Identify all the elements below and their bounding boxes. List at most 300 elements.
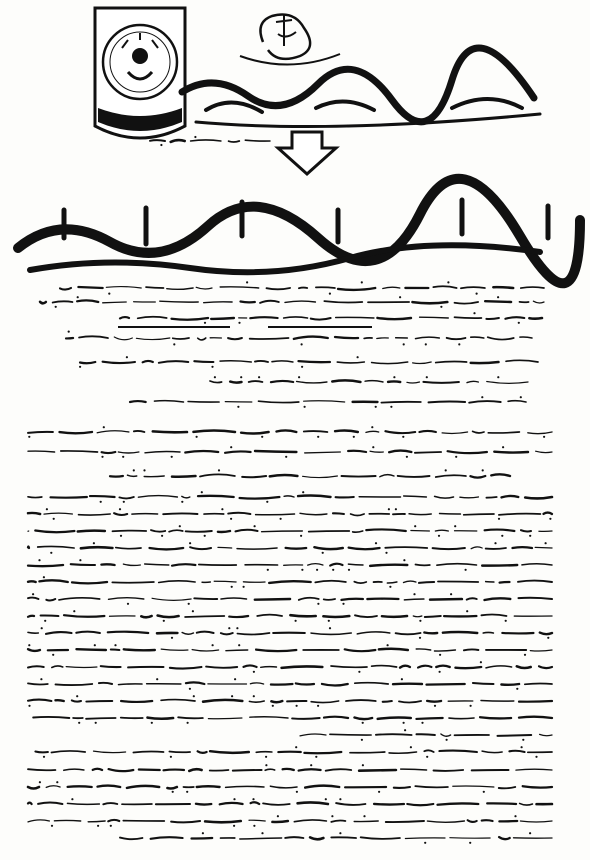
text-line-stroke [167,288,193,289]
text-dot [414,525,416,527]
text-dot [192,610,194,612]
text-line-stroke [194,361,213,362]
text-dot [385,552,387,554]
text-dot [194,136,196,138]
text-line-stroke [413,302,448,303]
text-line-stroke [449,718,474,719]
text-line-stroke [39,580,67,582]
text-line-stroke [80,362,95,363]
text-line-stroke [88,821,105,822]
text-line-stroke [41,615,59,616]
text-line-stroke [502,633,533,634]
text-line-stroke [486,666,512,668]
text-line-stroke [72,700,81,701]
text-dot [439,671,441,673]
text-dot [252,798,254,800]
text-line-stroke [167,787,177,788]
text-dot [388,508,390,510]
text-line-stroke [51,751,85,753]
text-line-stroke [499,837,510,839]
text-line-stroke [160,301,198,302]
text-line-stroke [101,666,121,667]
text-dot [524,654,526,656]
text-line-stroke [205,821,241,822]
text-line-stroke [441,734,451,736]
text-line-stroke [185,616,224,617]
text-dot [171,456,173,458]
text-line-stroke [206,667,237,668]
text-dot [401,678,403,680]
text-line-stroke [297,381,327,383]
text-line-stroke [355,683,388,684]
text-line-stroke [220,803,243,804]
text-dot [28,644,30,646]
text-line-stroke [453,786,494,787]
text-line-stroke [471,547,482,549]
text-dot [298,376,300,378]
text-line-stroke [311,318,331,320]
text-line-stroke [211,318,234,319]
text-dot [103,426,105,428]
text-dot [440,306,442,308]
text-line-stroke [419,431,436,432]
text-line-stroke [199,565,237,566]
text-line-stroke [516,769,552,770]
text-line-stroke [376,734,412,735]
text-line-stroke [28,547,29,548]
text-dot [375,542,377,544]
text-line-stroke [226,650,248,651]
text-line-stroke [349,548,380,550]
text-line-stroke [208,718,242,719]
text-line-stroke [379,649,408,650]
text-dot [389,586,391,588]
text-line-stroke [255,451,296,452]
text-dot [238,644,240,646]
text-line-stroke [102,452,116,453]
text-line-stroke [535,547,552,548]
text-dot [375,406,377,408]
text-line-stroke [111,650,120,651]
text-line-stroke [486,318,499,319]
text-line-stroke [315,581,346,583]
text-dot [425,343,427,345]
text-line-stroke [385,547,427,548]
text-line-stroke [377,318,411,319]
text-line-stroke [221,633,233,634]
text-dot [424,842,426,844]
text-line-stroke [525,497,552,498]
text-line-stroke [186,531,212,532]
text-dot [502,446,504,448]
text-dot [51,825,53,827]
text-line-stroke [173,338,189,339]
text-dot [469,842,471,844]
text-dot [173,343,175,345]
text-line-stroke [530,650,552,651]
text-line-stroke [145,451,180,452]
text-dot [93,542,95,544]
seal-emblem [95,8,185,138]
text-line-stroke [509,751,524,752]
text-line-stroke [499,514,541,515]
text-line-stroke [416,649,431,650]
text-line-stroke [517,666,531,668]
text-line-stroke [161,649,188,650]
text-dot [56,781,58,783]
text-line-stroke [197,632,214,633]
text-dot [481,396,483,398]
text-line-stroke [190,547,211,549]
text-line-stroke [316,287,335,288]
text-line-stroke [144,476,164,477]
text-line-stroke [269,581,311,583]
text-line-stroke [28,820,49,822]
text-dot [357,356,359,358]
text-line-stroke [164,770,185,771]
text-line-stroke [230,382,241,383]
text-line-stroke [364,338,372,339]
text-dot [328,620,330,622]
text-line-stroke [145,564,169,565]
text-line-stroke [294,337,328,339]
text-dot [395,508,397,510]
text-line-stroke [365,381,383,382]
text-dot [204,535,206,537]
text-line-stroke [272,361,293,362]
text-line-stroke [154,401,183,402]
text-dot [482,469,484,471]
text-line-stroke [260,301,279,303]
text-dot [171,637,173,639]
text-line-stroke [398,476,430,477]
text-dot [187,722,189,724]
text-dot [339,798,341,800]
text-line-stroke [283,769,294,770]
text-line-stroke [486,497,496,498]
text-line-stroke [241,432,269,434]
text-dot [253,825,255,827]
text-line-stroke [413,616,422,617]
text-line-stroke [482,751,502,753]
text-line-stroke [455,302,479,304]
text-line-stroke [233,770,262,771]
text-dot [516,688,518,690]
text-line-stroke [284,496,294,497]
text-dot [233,825,235,827]
text-line-stroke [169,530,183,532]
text-dot [419,620,421,622]
text-line-stroke [436,666,450,667]
text-line-stroke [255,361,268,362]
text-line-stroke [460,497,479,498]
text-dot [497,296,499,298]
text-line-stroke [182,633,193,635]
text-dot [317,436,319,438]
text-line-stroke [28,666,44,667]
text-line-stroke [265,769,275,770]
text-dot [421,722,423,724]
text-line-stroke [299,769,321,770]
text-line-stroke [425,616,441,617]
text-line-stroke [103,362,135,363]
text-dot [403,343,405,345]
text-line-stroke [44,513,72,514]
text-line-stroke [28,616,34,617]
text-line-stroke [123,564,140,565]
text-line-stroke [28,565,63,566]
text-dot [101,456,103,458]
text-dot [179,525,181,527]
text-dot [342,603,344,605]
text-dot [151,722,153,724]
text-dot [189,688,191,690]
text-line-stroke [141,616,151,617]
text-line-stroke [394,787,410,788]
text-line-stroke [249,701,264,702]
text-line-stroke [292,718,320,719]
text-dot [529,832,531,834]
text-line-stroke [225,451,251,452]
text-line-stroke [60,432,93,433]
text-line-stroke [529,318,542,319]
text-line-stroke [103,803,117,804]
text-line-stroke [271,701,282,702]
text-dot [126,356,128,358]
text-line-stroke [244,665,257,667]
text-line-stroke [249,381,263,382]
text-line-stroke [411,531,430,532]
text-dot [521,746,523,748]
text-line-stroke [485,530,515,531]
text-dot [473,312,475,314]
text-line-stroke [28,581,36,582]
text-dot [296,705,298,707]
text-line-stroke [314,547,342,549]
text-line-stroke [467,381,478,382]
text-dot [419,637,421,639]
text-dot [238,322,240,324]
text-dot [231,695,233,697]
text-line-stroke [506,360,538,362]
text-line-stroke [148,718,174,719]
text-line-stroke [417,734,435,735]
text-dot [465,569,467,571]
text-line-stroke [120,838,142,840]
text-dot [497,376,499,378]
text-dot [439,654,441,656]
text-dot [181,501,183,503]
text-dot [53,518,55,520]
text-dot [545,542,547,544]
text-line-stroke [521,287,544,288]
text-line-stroke [46,599,55,600]
text-line-stroke [28,787,39,789]
text-dot [79,559,81,561]
text-line-stroke [90,496,115,497]
text-dot [160,144,162,146]
text-line-stroke [250,317,277,318]
text-dot [50,552,52,554]
text-line-stroke [305,786,339,788]
text-line-stroke [427,684,465,685]
text-line-stroke [304,401,345,402]
text-line-stroke [119,497,133,498]
text-dot [123,501,125,503]
text-line-stroke [33,717,69,718]
text-line-stroke [198,338,206,340]
text-dot [402,436,404,438]
text-line-stroke [94,751,126,753]
text-dot [230,446,232,448]
text-dot [322,552,324,554]
text-line-stroke [294,820,326,822]
text-line-stroke [500,582,510,583]
text-line-stroke [471,362,499,363]
text-line-stroke [359,770,396,771]
text-dot [188,603,190,605]
text-line-stroke [118,452,138,453]
text-line-stroke [409,514,431,515]
text-line-stroke [487,382,528,384]
text-line-stroke [188,402,219,403]
text-line-stroke [51,497,87,498]
text-line-stroke [438,803,479,804]
text-dot [329,627,331,629]
text-dot [38,559,40,561]
text-line-stroke [372,362,408,364]
text-line-stroke [401,769,427,770]
text-line-stroke [237,548,277,549]
text-line-stroke [337,362,364,363]
text-dot [543,436,545,438]
text-line-stroke [324,301,362,302]
text-line-stroke [250,717,288,718]
text-dot [547,637,549,639]
text-line-stroke [505,317,524,319]
text-line-stroke [290,615,315,616]
text-line-stroke [469,401,501,403]
text-dot [189,542,191,544]
calligraphy-emblem [240,14,340,65]
text-dot [301,343,303,345]
text-dot [32,593,34,595]
text-line-stroke [119,684,143,685]
text-dot [362,764,364,766]
text-line-stroke [127,786,159,788]
text-line-stroke [277,430,297,432]
text-line-stroke [481,614,506,616]
text-line-stroke [79,514,111,515]
text-line-stroke [332,380,360,382]
text-line-stroke [338,288,375,290]
text-dot [331,815,333,817]
text-line-stroke [86,701,112,702]
text-line-stroke [354,582,366,583]
text-line-stroke [79,336,108,338]
text-dot [315,756,317,758]
text-line-stroke [385,431,415,433]
text-line-stroke [326,769,352,770]
text-line-stroke [488,432,519,433]
text-line-stroke [298,802,328,804]
text-dot [94,644,96,646]
text-dot [97,825,99,827]
text-line-stroke [255,599,290,600]
text-line-stroke [399,701,421,703]
text-line-stroke [333,513,344,514]
text-dot [254,525,256,527]
text-line-stroke [285,837,303,838]
text-dot [28,705,30,707]
text-line-stroke [99,683,112,684]
text-line-stroke [433,548,465,549]
text-line-stroke [28,598,39,599]
text-line-stroke [237,633,269,635]
text-line-stroke [170,667,202,669]
text-line-stroke [471,337,484,338]
text-line-stroke [372,666,397,667]
text-dot [237,406,239,408]
text-line-stroke [46,632,72,634]
text-line-stroke [242,476,266,477]
text-line-stroke [310,837,323,839]
text-line-stroke [464,649,479,650]
text-line-stroke [540,734,552,735]
text-line-stroke [64,769,84,770]
text-line-stroke [427,701,441,702]
text-line-stroke [259,401,299,402]
text-line-stroke [267,288,291,289]
text-dot [363,815,365,817]
text-line-stroke [272,821,288,822]
text-line-stroke [345,649,376,651]
text-line-stroke [374,804,404,805]
text-dot [518,322,520,324]
text-line-stroke [53,301,73,302]
text-dot [211,366,213,368]
text-line-stroke [178,717,203,718]
text-dot [228,627,230,629]
text-dot [236,627,238,629]
text-dot [317,705,319,707]
text-dot [76,695,78,697]
text-line-stroke [300,513,327,514]
text-line-stroke [485,598,511,600]
text-dot [68,331,70,333]
text-dot [470,705,472,707]
text-dot [406,456,408,458]
text-line-stroke [470,476,485,478]
text-line-stroke [348,451,366,452]
text-line-stroke [203,700,242,702]
text-line-stroke [35,752,48,753]
text-line-stroke [106,287,141,288]
text-line-stroke [109,598,144,600]
text-line-stroke [261,667,277,668]
text-dot [549,518,551,520]
text-line-stroke [427,821,464,822]
text-line-stroke [270,475,298,476]
text-line-stroke [519,701,552,702]
text-line-stroke [196,287,212,289]
text-line-stroke [78,287,102,288]
text-dot [300,535,302,537]
text-dot [77,296,79,298]
text-line-stroke [513,547,533,548]
text-line-stroke [210,381,222,383]
text-line-stroke [72,582,107,583]
